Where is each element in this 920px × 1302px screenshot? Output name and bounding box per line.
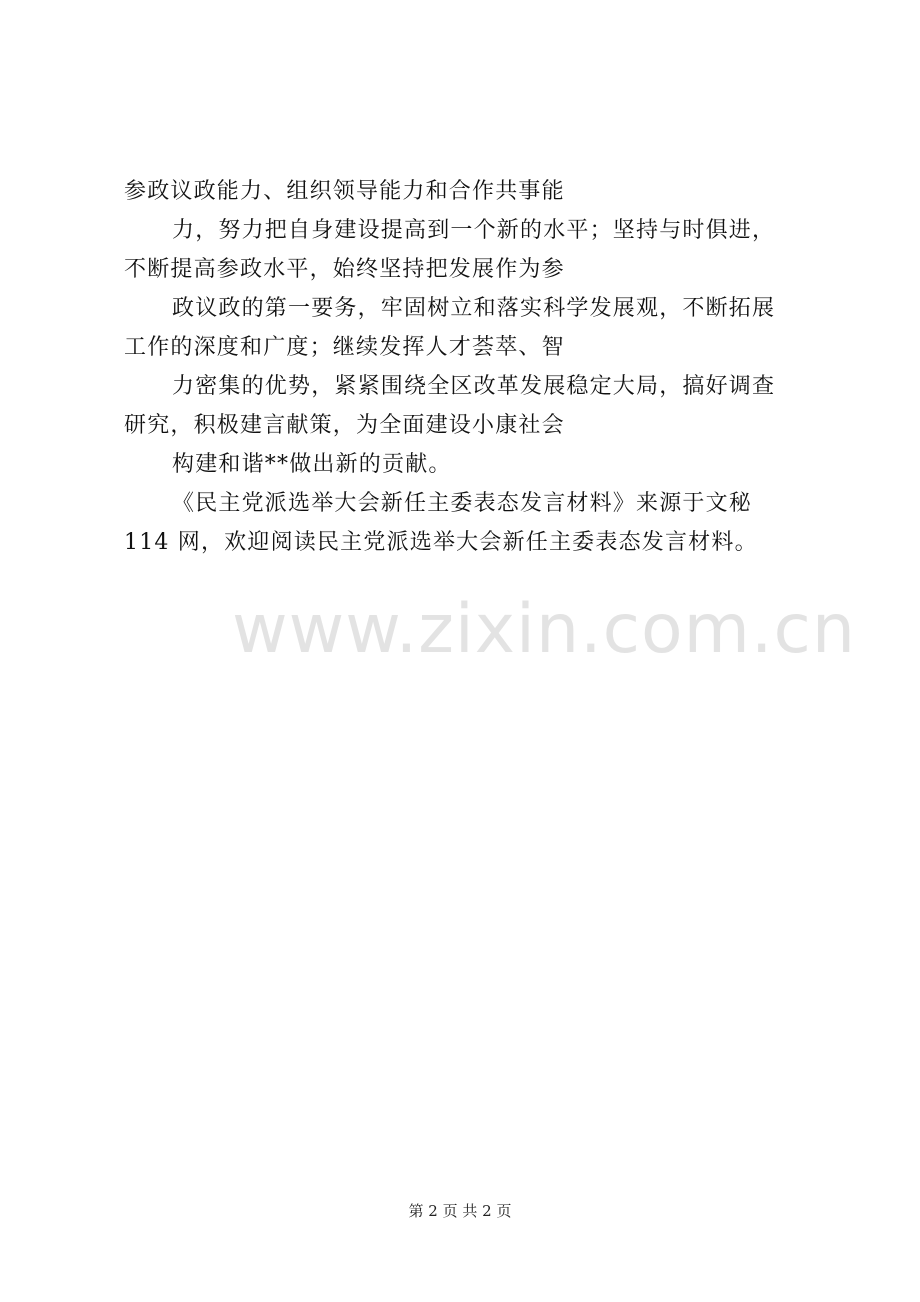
body-line: 力，努力把自身建设提高到一个新的水平；坚持与时俱进， — [172, 218, 776, 243]
body-line: 参政议政能力、组织领导能力和合作共事能 — [124, 179, 565, 204]
body-line: 工作的深度和广度；继续发挥人才荟萃、智 — [124, 335, 565, 360]
body-line: 114 网，欢迎阅读民主党派选举大会新任主委表态发言材料。 — [124, 530, 758, 555]
body-line: 构建和谐**做出新的贡献。 — [172, 452, 452, 477]
watermark: www.zixin.com.cn — [232, 590, 856, 669]
body-line: 政议政的第一要务，牢固树立和落实科学发展观，不断拓展 — [172, 296, 776, 321]
body-line: 不断提高参政水平，始终坚持把发展作为参 — [124, 257, 565, 282]
body-line: 力密集的优势，紧紧围绕全区改革发展稳定大局，搞好调查 — [172, 374, 776, 399]
page-footer: 第 2 页 共 2 页 — [408, 1202, 512, 1220]
document-body — [124, 172, 814, 562]
body-line: 《民主党派选举大会新任主委表态发言材料》来源于文秘 — [172, 491, 753, 516]
body-line: 研究，积极建言献策，为全面建设小康社会 — [124, 413, 565, 438]
